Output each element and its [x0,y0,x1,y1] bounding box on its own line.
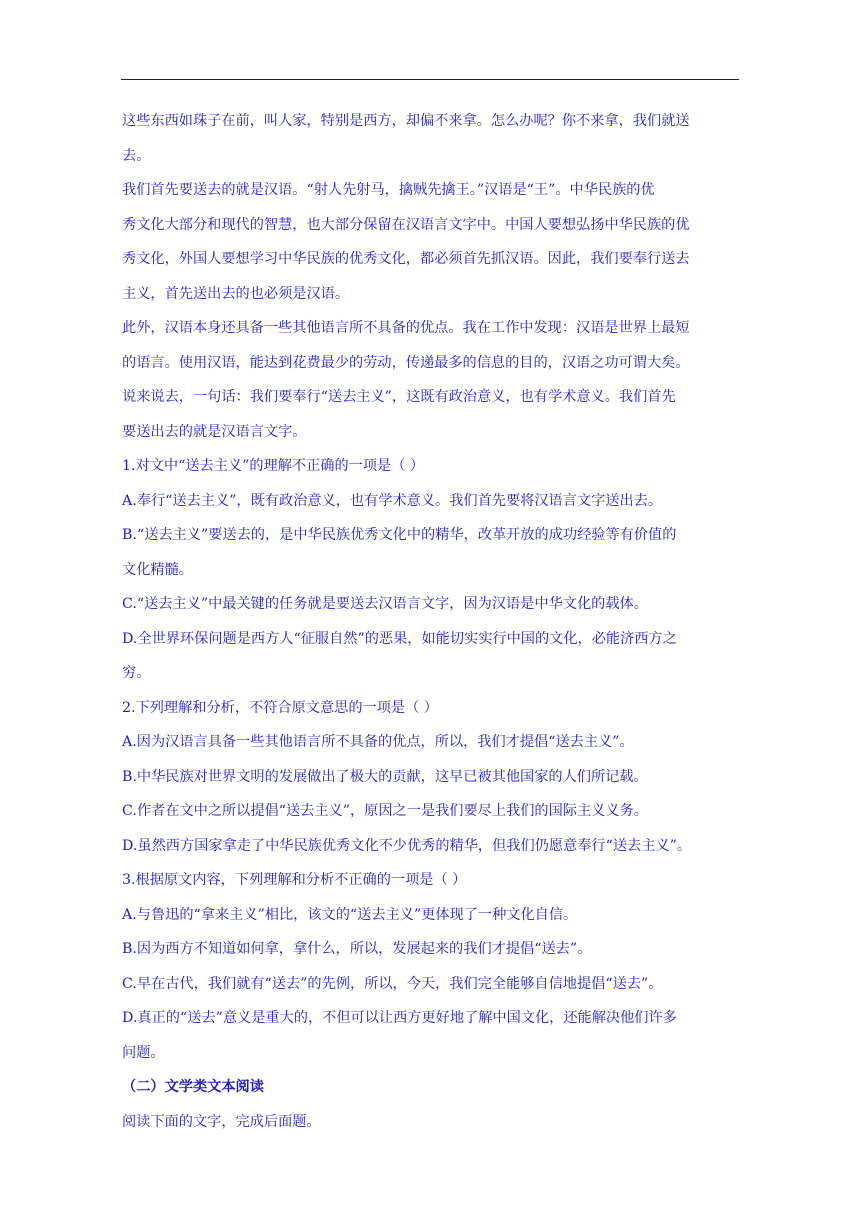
text-line: 主义，首先送出去的也必须是汉语。 [122,285,350,302]
text-line: 秀文化，外国人要想学习中华民族的优秀文化，都必须首先抓汉语。因此，我们要奉行送去 [122,251,690,267]
option-line: 穷。 [122,665,151,681]
text-line: 我们首先要送去的就是汉语。“射人先射马，擒贼先擒王。”汉语是“王”。中华民族的优 [122,182,655,198]
question-2: 2.下列理解和分析，不符合原文意思的一项是（ ） [122,699,438,716]
option-line: D.虽然西方国家拿走了中华民族优秀文化不少优秀的精华，但我们仍愿意奉行“送去主义”。 [122,837,692,854]
option-line: D.真正的“送去”意义是重大的，不但可以让西方更好地了解中国文化，还能解决他们许多 [122,1010,677,1026]
option-line: C.“送去主义”中最关键的任务就是要送去汉语言文字，因为汉语是中华文化的载体。 [122,596,648,612]
option-line: 文化精髓。 [122,561,193,578]
text-line: 此外，汉语本身还具备一些其他语言所不具备的优点。我在工作中发现：汉语是世界上最短 [122,320,690,336]
option-line: A.与鲁迅的“拿来主义”相比，该文的“送去主义”更体现了一种文化自信。 [122,906,578,923]
option-line: B.中华民族对世界文明的发展做出了极大的贡献，这早已被其他国家的人们所记载。 [122,768,648,785]
section-heading: （二）文学类文本阅读 [122,1079,264,1095]
text-line: 说来说去，一句话：我们要奉行“送去主义”，这既有政治意义，也有学术意义。我们首先 [122,389,676,405]
text-line: 这些东西如珠子在前，叫人家，特别是西方，却偏不来拿。怎么办呢？你不来拿，我们就送 [122,113,690,129]
option-line: B.因为西方不知道如何拿，拿什么，所以，发展起来的我们才提倡“送去”。 [122,941,592,957]
text-line: 要送出去的就是汉语言文字。 [122,423,307,440]
option-line: C.早在古代，我们就有“送去”的先例，所以，今天，我们完全能够自信地提倡“送去”。 [122,975,663,992]
option-line: D.全世界环保问题是西方人“征服自然”的恶果，如能切实实行中国的文化，必能济西方之 [122,630,677,647]
option-line: A.奉行“送去主义”，既有政治意义，也有学术意义。我们首先要将汉语言文字送出去。 [122,492,663,509]
question-3: 3.根据原文内容，下列理解和分析不正确的一项是（ ） [122,872,467,888]
option-line: B.“送去主义”要送去的，是中华民族优秀文化中的精华，改革开放的成功经验等有价值的 [122,527,677,543]
text-line: 秀文化大部分和现代的智慧，也大部分保留在汉语言文字中。中国人要想弘扬中华民族的优 [122,216,690,233]
text-line: 去。 [122,147,151,164]
option-line: 问题。 [122,1044,165,1061]
option-line: C.作者在文中之所以提倡“送去主义”，原因之一是我们要尽上我们的国际主义义务。 [122,803,648,819]
document-body [122,104,742,1139]
text-line: 的语言。使用汉语，能达到花费最少的劳动，传递最多的信息的目的，汉语之功可谓大矣。 [122,354,690,371]
option-line: A.因为汉语言具备一些其他语言所不具备的优点，所以，我们才提倡“送去主义”。 [122,734,634,750]
instruction-line: 阅读下面的文字，完成后面题。 [122,1113,321,1130]
question-1: 1.对文中“送去主义”的理解不正确的一项是（ ） [122,458,425,474]
header-rule [121,79,739,80]
